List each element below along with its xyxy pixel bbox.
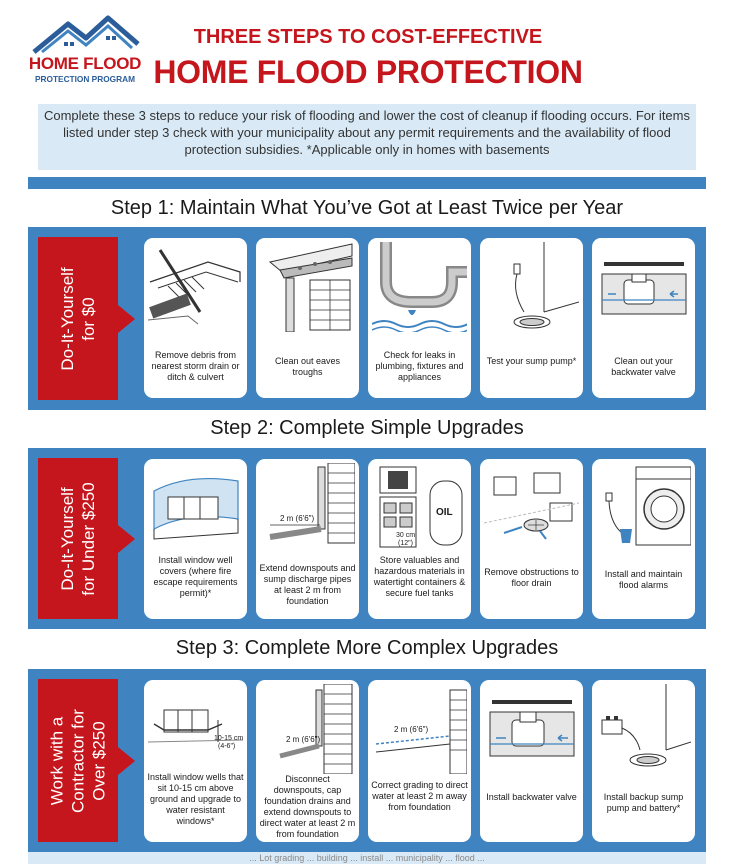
step3-card-backwater-install — [480, 680, 583, 842]
step3-heading: Step 3: Complete More Complex Upgrades — [175, 637, 559, 659]
divider-bar — [28, 177, 706, 189]
step2-downspout-label: 2 m (6'6") — [280, 514, 315, 523]
step2-ribbon — [38, 458, 118, 619]
step1-ribbon — [38, 237, 118, 400]
step1-card-backwater — [592, 238, 695, 398]
step3-caption-4: Install backwater valve — [486, 792, 577, 802]
step2-card-floor-drain — [480, 459, 583, 619]
backup-sump-pump-icon — [596, 684, 691, 774]
window-well-cover-icon — [148, 463, 243, 553]
step3-well-label: 10-15 cm — [214, 735, 243, 742]
step2-caption-4: Remove obstructions to floor drain — [484, 567, 579, 588]
program-logo — [28, 14, 142, 92]
logo-line1: HOME FLOOD — [28, 54, 142, 73]
step1-heading: Step 1: Maintain What You’ve Got at Least Twice per Year — [110, 197, 624, 219]
intro-box: Complete these 3 steps to reduce your risk of flooding and lower the cost of cleanup if flooding occurs. For items listed under step 3 check with your municipality about any permit requirements and the availability of flood protection subsidies. *Applicable only in homes with basements — [38, 104, 696, 170]
step3-caption-5: Install backup sump pump and battery* — [603, 792, 684, 813]
step3-ribbon-line1: Work with a — [47, 716, 67, 805]
step1-ribbon-line1: Do-It-Yourself — [58, 266, 77, 371]
step1-card-leaks — [368, 238, 471, 398]
step3-ribbon — [38, 679, 118, 842]
step3-grading-label: 2 m (6'6") — [394, 725, 429, 734]
step2-height-label-in: (12") — [398, 540, 413, 547]
broom-storm-drain-icon — [148, 242, 243, 332]
disconnect-downspout-icon — [260, 684, 355, 774]
step2-ribbon-line2: for Under $250 — [79, 481, 98, 596]
step1-caption-3: Check for leaks in plumbing, fixtures and appliances — [375, 350, 464, 382]
step3-card-backup-pump — [592, 680, 695, 842]
leaking-pipe-icon — [372, 242, 467, 332]
step2-card-flood-alarm — [592, 459, 695, 619]
step3-caption-3: Correct grading to direct water at least 2 m away from foundation — [371, 780, 468, 812]
step1-card-sump — [480, 238, 583, 398]
step2-card-downspout — [256, 459, 359, 619]
step2-card-storage — [368, 459, 471, 619]
downspout-extension-icon — [260, 463, 355, 553]
house-roof-icon — [28, 14, 142, 56]
eaves-trough-icon — [260, 242, 355, 332]
step1-caption-1: Remove debris from nearest storm drain or ditch & culvert — [151, 350, 240, 382]
backwater-valve-install-icon — [484, 684, 579, 774]
step3-disconnect-label: 2 m (6'6") — [286, 735, 321, 744]
step2-caption-2: Extend downspouts and sump discharge pipes at least 2 m from foundation — [259, 563, 356, 606]
step2-caption-5: Install and maintain flood alarms — [604, 569, 683, 590]
step1-caption-5: Clean out your backwater valve — [611, 356, 676, 377]
raised-window-well-icon — [148, 684, 243, 774]
step3-caption-1: Install window wells that sit 10-15 cm above ground and upgrade to water resistant windows* — [147, 772, 244, 826]
step2-caption-1: Install window well covers (where fire escape requirements permit)* — [153, 555, 238, 598]
step3-card-grading — [368, 680, 471, 842]
logo-line2: PROTECTION PROGRAM — [34, 74, 136, 84]
step2-caption-3: Store valuables and hazardous materials in watertight containers & secure fuel tanks — [373, 555, 466, 598]
page-title-line2: HOME FLOOD PROTECTION — [153, 54, 583, 90]
lot-grading-icon — [372, 684, 467, 774]
step3-caption-2: Disconnect downspouts, cap foundation drains and extend downspouts to direct water at least 2 m from foundation — [259, 774, 356, 839]
step3-card-disconnect — [256, 680, 359, 842]
storage-oil-tank-icon — [372, 463, 467, 553]
step2-height-label: 30 cm — [396, 532, 416, 539]
footer-note: ... Lot grading ... building ... install ... municipality ... flood ... — [28, 852, 706, 864]
flood-alarm-icon — [596, 463, 691, 553]
step3-card-window-wells — [144, 680, 247, 842]
step3-well-label-in: (4-6") — [218, 743, 236, 750]
step2-ribbon-line1: Do-It-Yourself — [58, 486, 77, 591]
step1-caption-2: Clean out eaves troughs — [274, 356, 341, 377]
step3-ribbon-line3: Over $250 — [89, 720, 109, 801]
step1-ribbon-line2: for $0 — [79, 296, 98, 341]
sump-pump-icon — [484, 242, 579, 332]
step1-card-eaves — [256, 238, 359, 398]
step2-oil-label: OIL — [436, 507, 453, 518]
step2-heading: Step 2: Complete Simple Upgrades — [210, 417, 524, 439]
floor-drain-icon — [484, 463, 579, 553]
step1-caption-4: Test your sump pump* — [486, 356, 577, 366]
page-title-line1: THREE STEPS TO COST-EFFECTIVE — [193, 26, 543, 48]
step1-card-storm-drain — [144, 238, 247, 398]
step3-ribbon-line2: Contractor for — [68, 708, 88, 813]
step2-card-window-cover — [144, 459, 247, 619]
backwater-valve-icon — [596, 242, 691, 332]
